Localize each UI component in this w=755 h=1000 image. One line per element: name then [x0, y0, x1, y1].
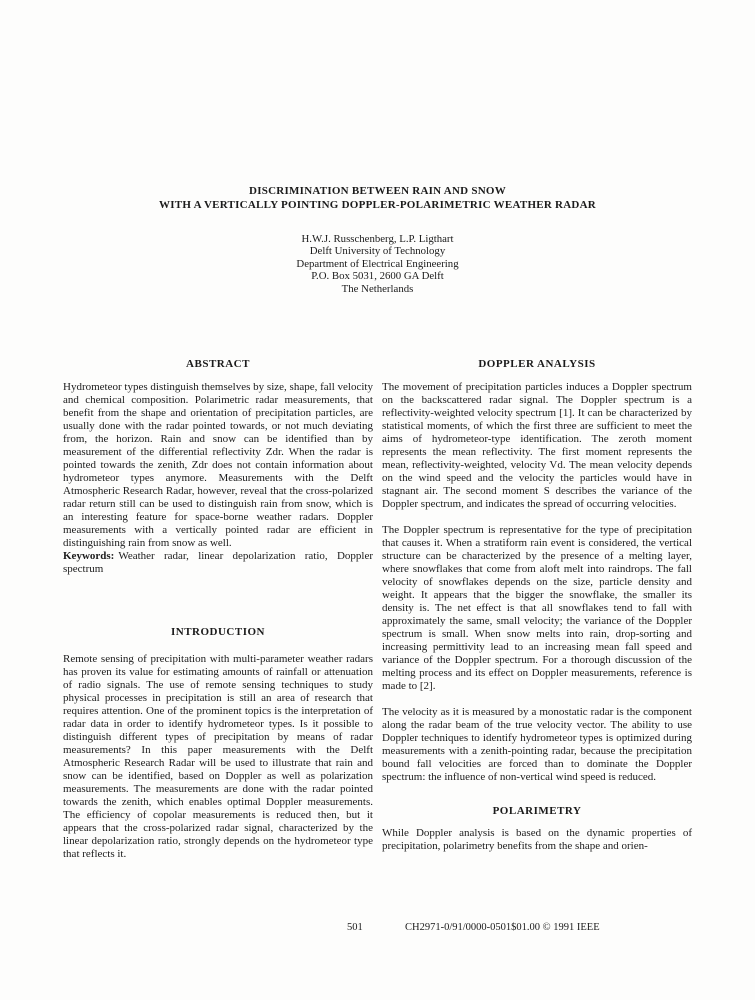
left-column: [63, 358, 373, 861]
paper-title-line-2: WITH A VERTICALLY POINTING DOPPLER-POLARIMETRIC WEATHER RADAR: [159, 198, 596, 211]
abstract-heading: ABSTRACT: [186, 358, 250, 370]
keywords-line: [63, 550, 373, 576]
page-footer: [63, 922, 692, 938]
page-number: 501: [347, 922, 363, 933]
paper-title: [0, 185, 755, 212]
right-column: [382, 358, 692, 861]
polarimetry-paragraph: While Doppler analysis is based on the dynamic properties of precipitation, polarimetry benefits from the shape and orien-: [382, 827, 692, 852]
doppler-paragraph-1: The movement of precipitation particles induces a Doppler spectrum on the backscattered radar signal. The Doppler spectrum is a reflectivity-weighted velocity spectrum [1]. It can be characterized by statistical moments, of which the first three are sufficient to meet the aims of hydrometeor-type identification. The zeroth moment represents the mean reflectivity. The first moment represents the mean, reflectivity-weighted, velocity Vd. The mean velocity depends on the wind speed and the velocity the particles would have in stagnant air. The second moment S describes the variance of the Doppler spectrum, and indicates the spread of occurring velocities.: [382, 381, 692, 510]
author-names: H.W.J. Russchenberg, L.P. Ligthart: [301, 233, 454, 245]
keywords-text: Weather radar, linear depolarization ratio, Doppler spectrum: [63, 550, 373, 575]
doppler-paragraph-2: The Doppler spectrum is representative for the type of precipitation that causes it. When a stratiform rain event is considered, the vertical structure can be characterized by the presence of a melting layer, where snowflakes that come from aloft melt into raindrops. The fall velocity of snowflakes depends on the size, particle density and weight. It appears that the bigger the snowflake, the smaller its density is. The net effect is that all snowflakes tend to fall with approximately the same, small velocity; the variance of the Doppler spectrum is small. When snow melts into rain, drop-sorting and increasing permittivity lead to an increasing mean fall speed and variance of the Doppler spectrum. For a thorough discussion of the melting process and its effect on Doppler measurements, reference is made to [2].: [382, 524, 692, 692]
author-affiliation-department: Department of Electrical Engineering: [296, 257, 459, 270]
doppler-paragraph-3: The velocity as it is measured by a monostatic radar is the component along the radar beam of the true velocity vector. The ability to use Doppler techniques to identify hydrometeor types is optimized during measurements with a zenith-pointing radar, because the precipitation bound fall velocities are forced than to dominate the Doppler spectrum: the influence of non-vertical wind speed is reduced.: [382, 706, 692, 783]
author-country: The Netherlands: [341, 282, 414, 295]
polarimetry-heading: POLARIMETRY: [492, 805, 582, 817]
author-block: [0, 233, 755, 295]
doppler-analysis-heading: DOPPLER ANALYSIS: [478, 358, 596, 370]
author-affiliation-university: Delft University of Technology: [309, 245, 446, 258]
abstract-paragraph: Hydrometeor types distinguish themselves by size, shape, fall velocity and chemical composition. Polarimetric radar measurements, that benefit from the shape and orientation of precipitation particles, are usually done with the radar pointed towards, or not much deviating from, the horizon. Rain and snow can be identified than by measurement of the differential reflectivity Zdr. When the radar is pointed towards the zenith, Zdr does not contain information about hydrometeor types anymore. Measurements with the Delft Atmospheric Research Radar, however, reveal that the cross-polarized radar return still can be used to distinguish rain from snow, which is an interesting feature for space-borne weather radars. Doppler measurements with a vertically pointed radar are efficient in distinguishing rain from snow as well.: [63, 381, 373, 549]
author-address: P.O. Box 5031, 2600 GA Delft: [311, 270, 444, 283]
copyright-notice: CH2971-0/91/0000-0501$01.00 © 1991 IEEE: [405, 922, 600, 933]
introduction-heading: INTRODUCTION: [170, 626, 265, 638]
introduction-paragraph: Remote sensing of precipitation with multi-parameter weather radars has proven its value for estimating amounts of rainfall or attenuation of radio signals. The use of remote sensing techniques to study physical processes in precipitation is still an area of research that requires attention. One of the prominent topics is the interpretation of radar data in order to identify hydrometeor types. Is it possible to distinguish different types of precipitation by means of radar measurements? In this paper measurements with the Delft Atmospheric Research Radar will be used to illustrate that rain and snow can be identified, based on Doppler as well as polarization measurements. The measurements are done with the radar pointed towards the zenith, which enables optimal Doppler measurements. The efficiency of copolar measurements is reduced then, but it appears that the cross-polarized radar signal, characterized by the linear depolarization ratio, strongly depends on the hydrometeor type that reflects it.: [63, 653, 373, 860]
two-column-body: [63, 358, 692, 861]
paper-title-line-1: DISCRIMINATION BETWEEN RAIN AND SNOW: [249, 185, 506, 197]
keywords-label: Keywords:: [63, 550, 115, 562]
